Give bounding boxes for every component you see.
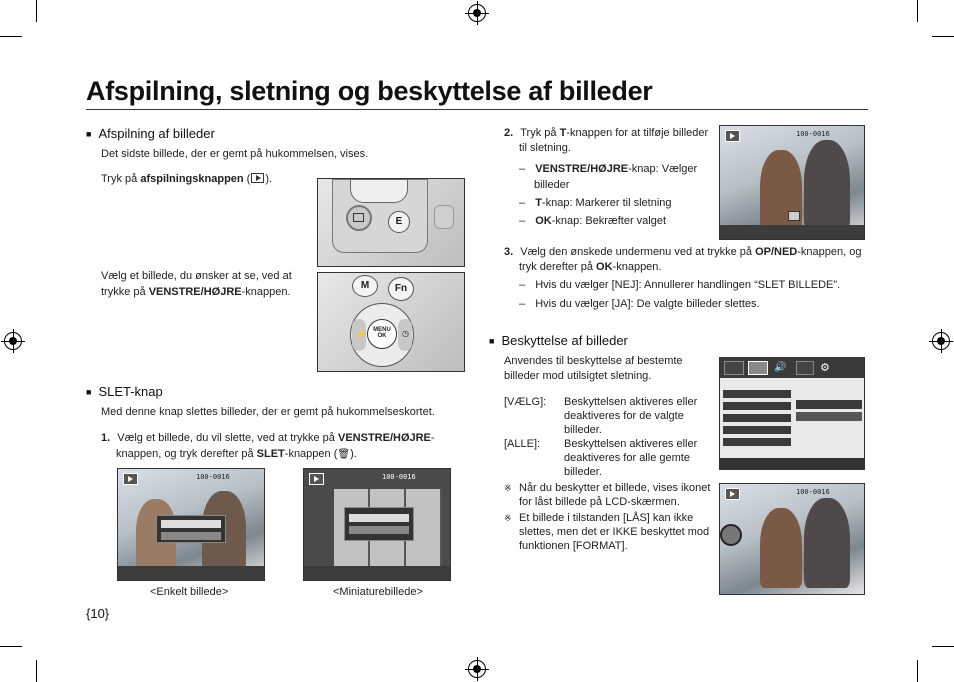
photo-person	[804, 498, 850, 588]
crop-mark	[917, 0, 918, 22]
registration-mark-icon	[468, 4, 486, 22]
lcd-single-image	[117, 468, 265, 581]
crop-mark	[36, 0, 37, 22]
playback-press-line: Tryk på afspilningsknappen ( ).	[101, 173, 273, 185]
play-button-icon	[251, 173, 264, 183]
caption-thumbnail: <Miniaturebillede>	[333, 586, 423, 598]
playback-desc: Det sidste billede, der er gemt på hukommelsen, vises.	[101, 148, 369, 160]
menu-tab-play-icon	[748, 361, 768, 375]
playback-select-line2: trykke på VENSTRE/HØJRE-knappen.	[101, 286, 291, 298]
submenu-option	[796, 412, 862, 421]
registration-mark-icon	[932, 332, 950, 350]
step2-line1: 2. Tryk på T-knappen for at tilføje billeder	[504, 127, 709, 139]
sound-icon: 🔊	[774, 362, 787, 373]
menu-ok-button: MENU OK	[367, 319, 397, 349]
title-rule	[86, 109, 868, 110]
delete-mark-icon	[788, 211, 800, 221]
caption-single: <Enkelt billede>	[150, 586, 229, 598]
protect-alle-line1: Beskyttelsen aktiveres eller	[564, 438, 698, 450]
crop-mark	[917, 660, 918, 682]
camera-dpad-image	[317, 272, 465, 372]
protect-vaelg-label: [VÆLG]:	[504, 396, 547, 408]
registration-mark-icon	[468, 660, 486, 678]
lcd-protect-menu-image	[719, 357, 865, 470]
protect-note-mark: ※	[504, 513, 512, 523]
lcd-thumbnail-image	[303, 468, 451, 581]
lcd-file-counter: 100-0016	[796, 488, 830, 496]
crop-mark	[0, 36, 22, 37]
page-number: {10}	[86, 606, 110, 621]
timer-icon: ◷	[402, 329, 409, 338]
protect-desc-line1: Anvendes til beskyttelse af bestemte	[504, 355, 683, 367]
dpad-top	[350, 179, 408, 203]
section-heading-playback: ■ Afspilning af billeder	[86, 126, 215, 141]
step2-bullet1: – VENSTRE/HØJRE-knap: Vælger	[519, 163, 698, 175]
crop-mark	[932, 36, 954, 37]
e-button: E	[388, 211, 410, 233]
submenu-option	[796, 400, 862, 409]
camera-playback-button-image	[317, 178, 465, 267]
protect-note1-line1: Når du beskytter et billede, vises ikonet	[519, 482, 711, 494]
protect-desc-line2: billeder mod utilsigtet sletning.	[504, 370, 652, 382]
protect-alle-line3: billeder.	[564, 466, 602, 478]
page-title: Afspilning, sletning og beskyttelse af billeder	[86, 76, 653, 106]
play-mode-icon	[725, 488, 740, 500]
gear-icon: ⚙	[820, 362, 830, 374]
section-heading-slet: ■ SLET-knap	[86, 384, 163, 399]
flash-icon: ⚡	[356, 329, 368, 339]
menu-tab-icon	[724, 361, 744, 375]
delete-dialog	[344, 507, 414, 541]
protect-alle-line2: deaktiveres for alle gemte	[564, 452, 690, 464]
trash-icon: 🗑	[337, 449, 351, 460]
lcd-file-counter: 100-0016	[796, 130, 830, 138]
registration-mark-icon	[4, 332, 22, 350]
protect-note1-line2: for låst billede på LCD-skærmen.	[519, 496, 680, 508]
crop-mark	[36, 660, 37, 682]
crop-mark	[932, 646, 954, 647]
lock-icon	[720, 524, 742, 546]
fn-button: Fn	[388, 277, 414, 301]
protect-vaelg-line2: deaktiveres for de valgte	[564, 410, 684, 422]
protect-note2-line3: funktionen [FORMAT].	[519, 540, 628, 552]
play-icon	[353, 213, 364, 222]
step3-line1: 3. Vælg den ønskede undermenu ved at trykke på OP/NED-knappen, og	[504, 246, 862, 258]
play-mode-icon	[725, 130, 740, 142]
protect-note2-line2: slettes, men det er IKKE beskyttet mod	[519, 526, 710, 538]
step3-bullet1: – Hvis du vælger [NEJ]: Annullerer handlingen “SLET BILLEDE”.	[519, 279, 841, 291]
photo-person	[760, 508, 802, 588]
slet-step1-line2: knappen, og tryk derefter på SLET-knappen (🗑).	[116, 448, 357, 460]
protect-note2-line1: Et billede i tilstanden [LÅS] kan ikke	[519, 512, 694, 524]
menu-tab-icon	[796, 361, 814, 375]
step2-bullet3: – OK-knap: Bekræfter valget	[519, 215, 667, 227]
menu-panel	[720, 378, 865, 458]
lcd-protected-image	[719, 483, 865, 595]
step2-line2: til sletning.	[519, 142, 571, 154]
menu-bottom-bar	[720, 458, 865, 470]
play-mode-icon	[309, 473, 324, 485]
lcd-select-image	[719, 125, 865, 240]
playback-select-line1: Vælg et billede, du ønsker at se, ved at	[101, 270, 292, 282]
step3-bullet2: – Hvis du vælger [JA]: De valgte billeder slettes.	[519, 298, 760, 310]
crop-mark	[0, 646, 22, 647]
lcd-file-counter: 100-0016	[196, 473, 230, 481]
delete-dialog	[156, 515, 226, 543]
protect-alle-label: [ALLE]:	[504, 438, 541, 450]
step3-line2: tryk derefter på OK-knappen.	[519, 261, 662, 273]
play-mode-icon	[123, 473, 138, 485]
slet-step1-line1: 1. Vælg et billede, du vil slette, ved at trykke på VENSTRE/HØJRE-	[101, 432, 435, 444]
protect-vaelg-line3: billeder.	[564, 424, 602, 436]
lcd-file-counter: 100-0016	[382, 473, 416, 481]
lcd-bottom-bar	[720, 225, 864, 239]
protect-note-mark: ※	[504, 483, 512, 493]
lcd-bottom-bar	[304, 566, 450, 580]
step2-bullet1-line2: billeder	[534, 179, 570, 191]
slet-desc: Med denne knap slettes billeder, der er gemt på hukommelseskortet.	[101, 406, 435, 418]
protect-vaelg-line1: Beskyttelsen aktiveres eller	[564, 396, 698, 408]
m-button: M	[352, 275, 378, 297]
section-heading-protect: ■ Beskyttelse af billeder	[489, 333, 628, 348]
step2-bullet2: – T-knap: Markerer til sletning	[519, 197, 672, 209]
lcd-bottom-bar	[118, 566, 264, 580]
photo-person	[804, 140, 850, 230]
camera-side	[434, 205, 454, 229]
